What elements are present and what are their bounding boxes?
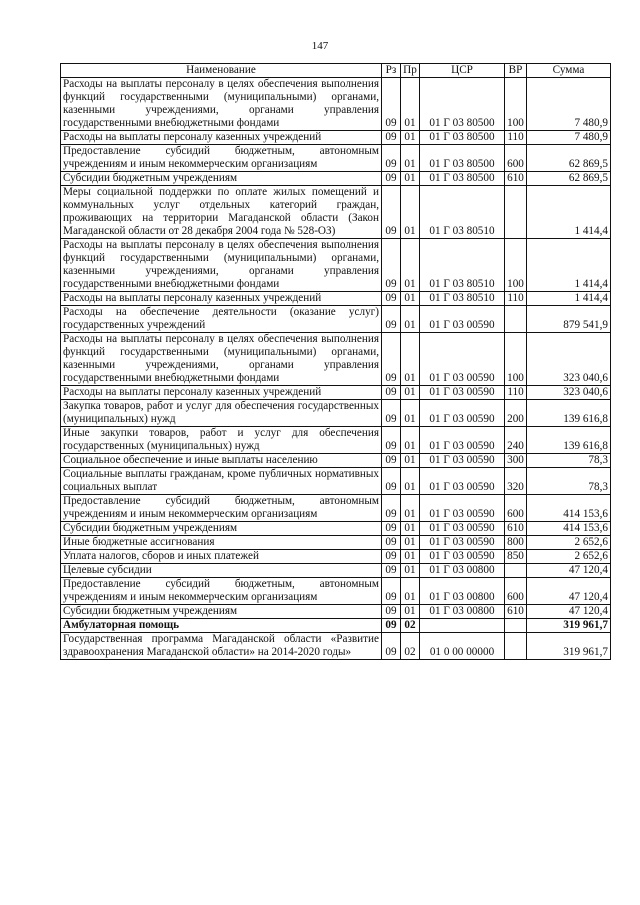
cell-csr: 01 Г 03 00590 — [420, 306, 505, 333]
cell-pr: 01 — [401, 454, 420, 468]
cell-pr: 01 — [401, 550, 420, 564]
cell-pr: 01 — [401, 292, 420, 306]
cell-pr: 01 — [401, 495, 420, 522]
cell-pr: 01 — [401, 468, 420, 495]
cell-name: Уплата налогов, сборов и иных платежей — [61, 550, 382, 564]
cell-name: Расходы на выплаты персоналу в целях обеспечения выполнения функций государственными (муниципальными) органами, казенными учреждениями, органами управления государственными внебюджетными фондами — [61, 239, 382, 292]
cell-name: Расходы на выплаты персоналу в целях обеспечения выполнения функций государственными (муниципальными) органами, казенными учреждениями, органами управления государственными внебюджетными фондами — [61, 78, 382, 131]
cell-sum: 78,3 — [527, 468, 611, 495]
cell-sum: 1 414,4 — [527, 186, 611, 239]
cell-csr: 01 Г 03 80510 — [420, 292, 505, 306]
cell-rz: 09 — [382, 495, 401, 522]
cell-csr: 01 0 00 00000 — [420, 633, 505, 660]
table-body — [61, 78, 611, 660]
cell-rz: 09 — [382, 550, 401, 564]
cell-csr: 01 Г 03 00800 — [420, 605, 505, 619]
header-rz: Рз — [382, 64, 401, 78]
cell-rz: 09 — [382, 292, 401, 306]
cell-vr: 200 — [505, 400, 527, 427]
cell-vr: 600 — [505, 578, 527, 605]
cell-name: Меры социальной поддержки по оплате жилых помещений и коммунальных услуг отдельных категорий граждан, проживающих на территории Магаданской области (Закон Магаданской области от 28 декабря 2004 года № 528-ОЗ) — [61, 186, 382, 239]
cell-sum: 319 961,7 — [527, 633, 611, 660]
table-row — [61, 186, 611, 239]
cell-name: Субсидии бюджетным учреждениям — [61, 172, 382, 186]
cell-sum: 414 153,6 — [527, 495, 611, 522]
cell-name: Расходы на выплаты персоналу в целях обеспечения выполнения функций государственными (муниципальными) органами, казенными учреждениями, органами управления государственными внебюджетными фондами — [61, 333, 382, 386]
cell-sum: 47 120,4 — [527, 564, 611, 578]
cell-rz: 09 — [382, 78, 401, 131]
cell-vr: 110 — [505, 386, 527, 400]
cell-name: Государственная программа Магаданской области «Развитие здравоохранения Магаданской области» на 2014-2020 годы» — [61, 633, 382, 660]
cell-rz: 09 — [382, 386, 401, 400]
cell-rz: 09 — [382, 605, 401, 619]
table-row — [61, 400, 611, 427]
cell-pr: 02 — [401, 633, 420, 660]
cell-rz: 09 — [382, 522, 401, 536]
table-row — [61, 427, 611, 454]
table-row — [61, 454, 611, 468]
cell-name: Предоставление субсидий бюджетным, автономным учреждениям и иным некоммерческим организациям — [61, 145, 382, 172]
cell-name: Иные закупки товаров, работ и услуг для обеспечения государственных (муниципальных) нужд — [61, 427, 382, 454]
header-csr: ЦСР — [420, 64, 505, 78]
cell-vr: 100 — [505, 78, 527, 131]
cell-rz: 09 — [382, 400, 401, 427]
table-row — [61, 522, 611, 536]
cell-vr — [505, 633, 527, 660]
cell-csr: 01 Г 03 00800 — [420, 578, 505, 605]
cell-vr: 110 — [505, 131, 527, 145]
cell-vr: 610 — [505, 522, 527, 536]
cell-vr: 850 — [505, 550, 527, 564]
cell-pr: 01 — [401, 131, 420, 145]
cell-pr: 01 — [401, 522, 420, 536]
table-row — [61, 495, 611, 522]
cell-csr: 01 Г 03 80500 — [420, 131, 505, 145]
cell-sum: 323 040,6 — [527, 386, 611, 400]
cell-csr — [420, 619, 505, 633]
cell-rz: 09 — [382, 564, 401, 578]
cell-name: Предоставление субсидий бюджетным, автономным учреждениям и иным некоммерческим организациям — [61, 495, 382, 522]
cell-vr — [505, 306, 527, 333]
cell-name: Расходы на выплаты персоналу казенных учреждений — [61, 131, 382, 145]
cell-name: Расходы на выплаты персоналу казенных учреждений — [61, 386, 382, 400]
cell-name: Расходы на выплаты персоналу казенных учреждений — [61, 292, 382, 306]
cell-csr: 01 Г 03 00590 — [420, 333, 505, 386]
cell-pr: 01 — [401, 427, 420, 454]
cell-rz: 09 — [382, 239, 401, 292]
cell-csr: 01 Г 03 00590 — [420, 386, 505, 400]
cell-vr — [505, 564, 527, 578]
cell-csr: 01 Г 03 00590 — [420, 536, 505, 550]
cell-pr: 01 — [401, 172, 420, 186]
cell-vr: 600 — [505, 495, 527, 522]
cell-sum: 7 480,9 — [527, 131, 611, 145]
cell-pr: 01 — [401, 386, 420, 400]
cell-rz: 09 — [382, 536, 401, 550]
table-row — [61, 145, 611, 172]
cell-pr: 01 — [401, 78, 420, 131]
cell-sum: 319 961,7 — [527, 619, 611, 633]
cell-pr: 01 — [401, 145, 420, 172]
cell-csr: 01 Г 03 80500 — [420, 78, 505, 131]
cell-rz: 09 — [382, 186, 401, 239]
budget-table — [60, 63, 611, 660]
cell-csr: 01 Г 03 80510 — [420, 186, 505, 239]
cell-pr: 01 — [401, 333, 420, 386]
cell-rz: 09 — [382, 454, 401, 468]
cell-pr: 01 — [401, 578, 420, 605]
cell-vr: 600 — [505, 145, 527, 172]
table-row — [61, 578, 611, 605]
table-header-row — [61, 64, 611, 78]
cell-pr: 01 — [401, 536, 420, 550]
cell-sum: 78,3 — [527, 454, 611, 468]
cell-csr: 01 Г 03 00590 — [420, 522, 505, 536]
cell-rz: 09 — [382, 633, 401, 660]
table-row — [61, 550, 611, 564]
cell-pr: 01 — [401, 306, 420, 333]
cell-sum: 879 541,9 — [527, 306, 611, 333]
table-row — [61, 333, 611, 386]
cell-sum: 1 414,4 — [527, 239, 611, 292]
cell-vr — [505, 619, 527, 633]
cell-csr: 01 Г 03 80500 — [420, 172, 505, 186]
table-row — [61, 605, 611, 619]
cell-vr — [505, 186, 527, 239]
cell-rz: 09 — [382, 619, 401, 633]
cell-name: Амбулаторная помощь — [61, 619, 382, 633]
cell-sum: 414 153,6 — [527, 522, 611, 536]
cell-sum: 139 616,8 — [527, 400, 611, 427]
cell-csr: 01 Г 03 00590 — [420, 454, 505, 468]
cell-pr: 01 — [401, 186, 420, 239]
cell-vr: 110 — [505, 292, 527, 306]
cell-vr: 320 — [505, 468, 527, 495]
cell-rz: 09 — [382, 172, 401, 186]
table-row — [61, 536, 611, 550]
cell-pr: 01 — [401, 605, 420, 619]
cell-csr: 01 Г 03 00590 — [420, 495, 505, 522]
cell-csr: 01 Г 03 00590 — [420, 400, 505, 427]
cell-name: Субсидии бюджетным учреждениям — [61, 605, 382, 619]
cell-rz: 09 — [382, 578, 401, 605]
cell-sum: 7 480,9 — [527, 78, 611, 131]
cell-sum: 62 869,5 — [527, 145, 611, 172]
table-row — [61, 619, 611, 633]
cell-name: Целевые субсидии — [61, 564, 382, 578]
cell-vr: 610 — [505, 605, 527, 619]
cell-rz: 09 — [382, 427, 401, 454]
cell-csr: 01 Г 03 00590 — [420, 550, 505, 564]
cell-name: Социальные выплаты гражданам, кроме публичных нормативных социальных выплат — [61, 468, 382, 495]
cell-name: Закупка товаров, работ и услуг для обеспечения государственных (муниципальных) нужд — [61, 400, 382, 427]
header-pr: Пр — [401, 64, 420, 78]
page-number: 147 — [311, 40, 329, 52]
cell-pr: 01 — [401, 400, 420, 427]
cell-vr: 300 — [505, 454, 527, 468]
cell-rz: 09 — [382, 306, 401, 333]
cell-sum: 139 616,8 — [527, 427, 611, 454]
cell-name: Социальное обеспечение и иные выплаты населению — [61, 454, 382, 468]
table-row — [61, 306, 611, 333]
table-row — [61, 172, 611, 186]
cell-pr: 01 — [401, 564, 420, 578]
cell-vr: 240 — [505, 427, 527, 454]
table-row — [61, 292, 611, 306]
table-row — [61, 131, 611, 145]
cell-sum: 1 414,4 — [527, 292, 611, 306]
cell-csr: 01 Г 03 80510 — [420, 239, 505, 292]
cell-sum: 323 040,6 — [527, 333, 611, 386]
cell-vr: 610 — [505, 172, 527, 186]
cell-sum: 62 869,5 — [527, 172, 611, 186]
table-row — [61, 78, 611, 131]
cell-pr: 02 — [401, 619, 420, 633]
cell-vr: 100 — [505, 239, 527, 292]
cell-name: Иные бюджетные ассигнования — [61, 536, 382, 550]
table-row — [61, 386, 611, 400]
cell-sum: 47 120,4 — [527, 578, 611, 605]
cell-rz: 09 — [382, 145, 401, 172]
table-row — [61, 239, 611, 292]
cell-name: Расходы на обеспечение деятельности (оказание услуг) государственных учреждений — [61, 306, 382, 333]
table-row — [61, 633, 611, 660]
cell-sum: 47 120,4 — [527, 605, 611, 619]
cell-vr: 800 — [505, 536, 527, 550]
cell-pr: 01 — [401, 239, 420, 292]
cell-rz: 09 — [382, 468, 401, 495]
cell-sum: 2 652,6 — [527, 536, 611, 550]
table-row — [61, 468, 611, 495]
cell-csr: 01 Г 03 00590 — [420, 427, 505, 454]
cell-name: Предоставление субсидий бюджетным, автономным учреждениям и иным некоммерческим организациям — [61, 578, 382, 605]
header-sum: Сумма — [527, 64, 611, 78]
cell-rz: 09 — [382, 333, 401, 386]
cell-csr: 01 Г 03 80500 — [420, 145, 505, 172]
table-row — [61, 564, 611, 578]
cell-vr: 100 — [505, 333, 527, 386]
cell-csr: 01 Г 03 00800 — [420, 564, 505, 578]
cell-name: Субсидии бюджетным учреждениям — [61, 522, 382, 536]
cell-csr: 01 Г 03 00590 — [420, 468, 505, 495]
header-vr: ВР — [505, 64, 527, 78]
header-name: Наименование — [61, 64, 382, 78]
cell-rz: 09 — [382, 131, 401, 145]
cell-sum: 2 652,6 — [527, 550, 611, 564]
